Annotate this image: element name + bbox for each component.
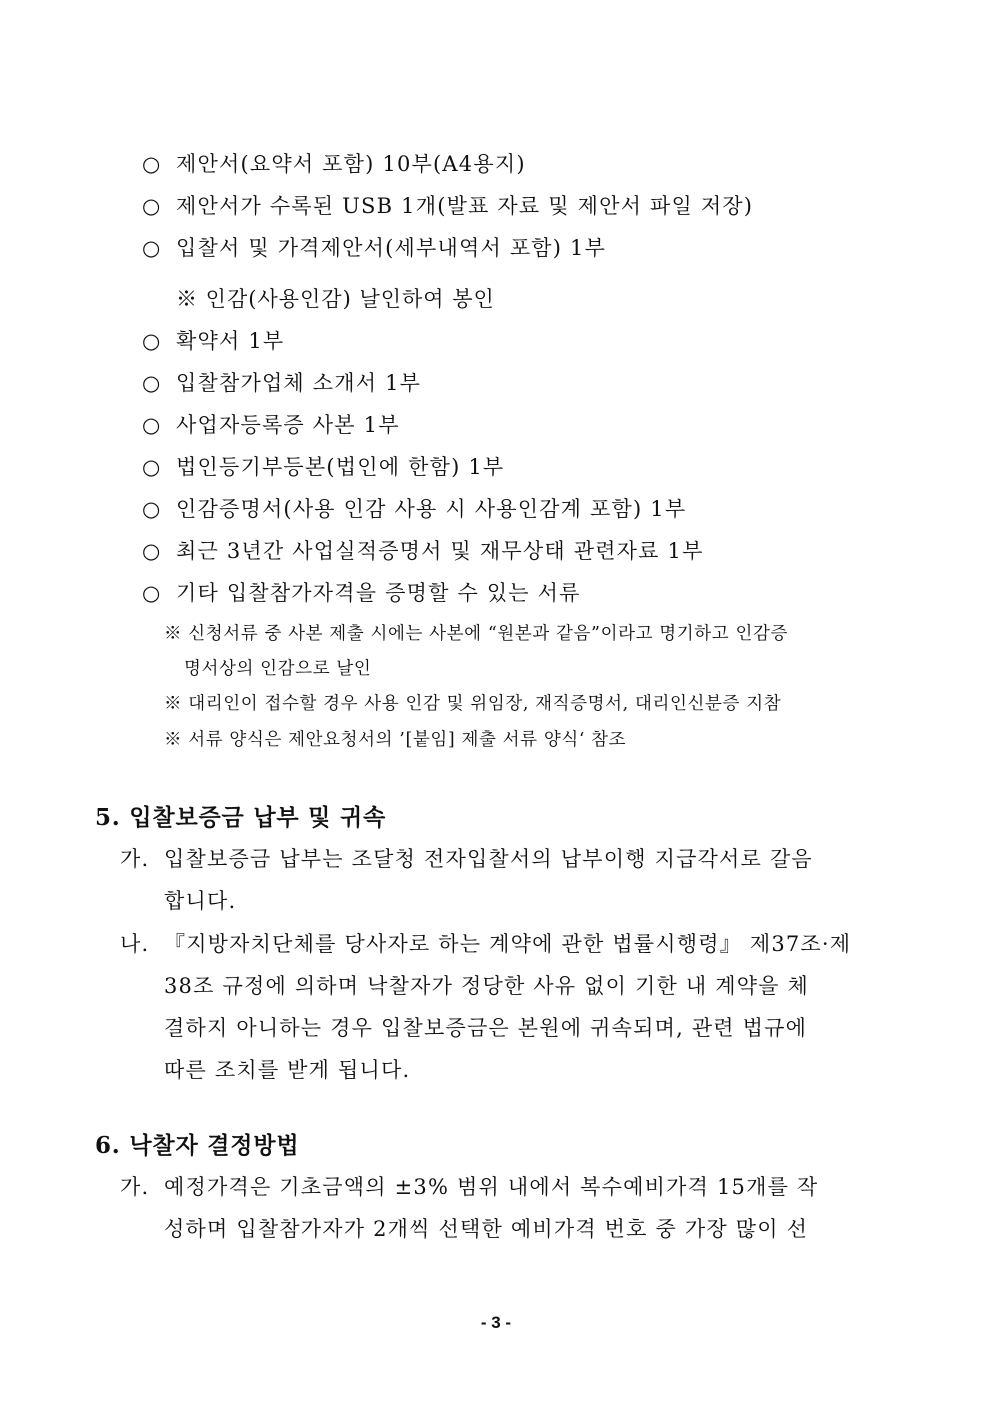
section-5-b-cont-1: 38조 규정에 의하며 낙찰자가 정당한 사유 없이 기한 내 계약을 체 xyxy=(164,974,810,998)
doc-item-company-intro: ○ 입찰참가업체 소개서 1부 xyxy=(142,371,422,395)
note-agent: ※ 대리인이 접수할 경우 사용 인감 및 위임장, 재직증명서, 대리인신분증 지참 xyxy=(164,694,782,714)
doc-item-other: ○ 기타 입찰참가자격을 증명할 수 있는 서류 xyxy=(142,581,581,605)
section-5-b-cont-2: 결하지 아니하는 경우 입찰보증금은 본원에 귀속되며, 관련 법규에 xyxy=(164,1016,808,1040)
section-6-a: 가. 예정가격은 기초금액의 ±3% 범위 내에서 복수예비가격 15개를 작 xyxy=(120,1175,819,1199)
note-copy: ※ 신청서류 중 사본 제출 시에는 사본에 “원본과 같음”이라고 명기하고 인감증 xyxy=(164,624,788,644)
doc-item-pledge: ○ 확약서 1부 xyxy=(142,329,285,353)
circle-bullet-icon: ○ xyxy=(142,371,162,395)
section-5-a: 가. 입찰보증금 납부는 조달청 전자입찰서의 납부이행 지급각서로 갈음 xyxy=(120,847,813,871)
page-number: - 3 - xyxy=(480,1313,512,1332)
note-copy-cont: 명서상의 인감으로 날인 xyxy=(184,659,372,679)
section-5-a-cont: 합니다. xyxy=(164,889,237,913)
circle-bullet-icon: ○ xyxy=(142,581,162,605)
circle-bullet-icon: ○ xyxy=(142,329,162,353)
circle-bullet-icon: ○ xyxy=(142,194,162,218)
note-forms: ※ 서류 양식은 제안요청서의 ’[붙임] 제출 서류 양식‘ 참조 xyxy=(164,730,627,750)
circle-bullet-icon: ○ xyxy=(142,236,162,260)
circle-bullet-icon: ○ xyxy=(142,152,162,176)
doc-item-corp-register: ○ 법인등기부등본(법인에 한함) 1부 xyxy=(142,455,505,479)
doc-item-usb: ○ 제안서가 수록된 USB 1개(발표 자료 및 제안서 파일 저장) xyxy=(142,194,754,218)
doc-item-performance: ○ 최근 3년간 사업실적증명서 및 재무상태 관련자료 1부 xyxy=(142,539,704,563)
section-5-b-cont-3: 따른 조치를 받게 됩니다. xyxy=(164,1058,411,1082)
doc-item-proposal: ○ 제안서(요약서 포함) 10부(A4용지) xyxy=(142,152,526,176)
section-5-title: 5. 입찰보증금 납부 및 귀속 xyxy=(95,804,387,831)
section-6-title: 6. 낙찰자 결정방법 xyxy=(95,1132,300,1159)
section-5-b: 나. 『지방자치단체를 당사자로 하는 계약에 관한 법률시행령』 제37조·제 xyxy=(120,932,852,956)
doc-item-business-reg: ○ 사업자등록증 사본 1부 xyxy=(142,413,400,437)
seal-note: ※ 인감(사용인감) 날인하여 봉인 xyxy=(176,287,495,311)
circle-bullet-icon: ○ xyxy=(142,539,162,563)
doc-item-seal-cert: ○ 인감증명서(사용 인감 사용 시 사용인감계 포함) 1부 xyxy=(142,497,687,521)
section-6-a-cont: 성하며 입찰참가자가 2개씩 선택한 예비가격 번호 중 가장 많이 선 xyxy=(164,1217,809,1241)
circle-bullet-icon: ○ xyxy=(142,413,162,437)
doc-item-bid: ○ 입찰서 및 가격제안서(세부내역서 포함) 1부 xyxy=(142,236,607,260)
circle-bullet-icon: ○ xyxy=(142,497,162,521)
circle-bullet-icon: ○ xyxy=(142,455,162,479)
